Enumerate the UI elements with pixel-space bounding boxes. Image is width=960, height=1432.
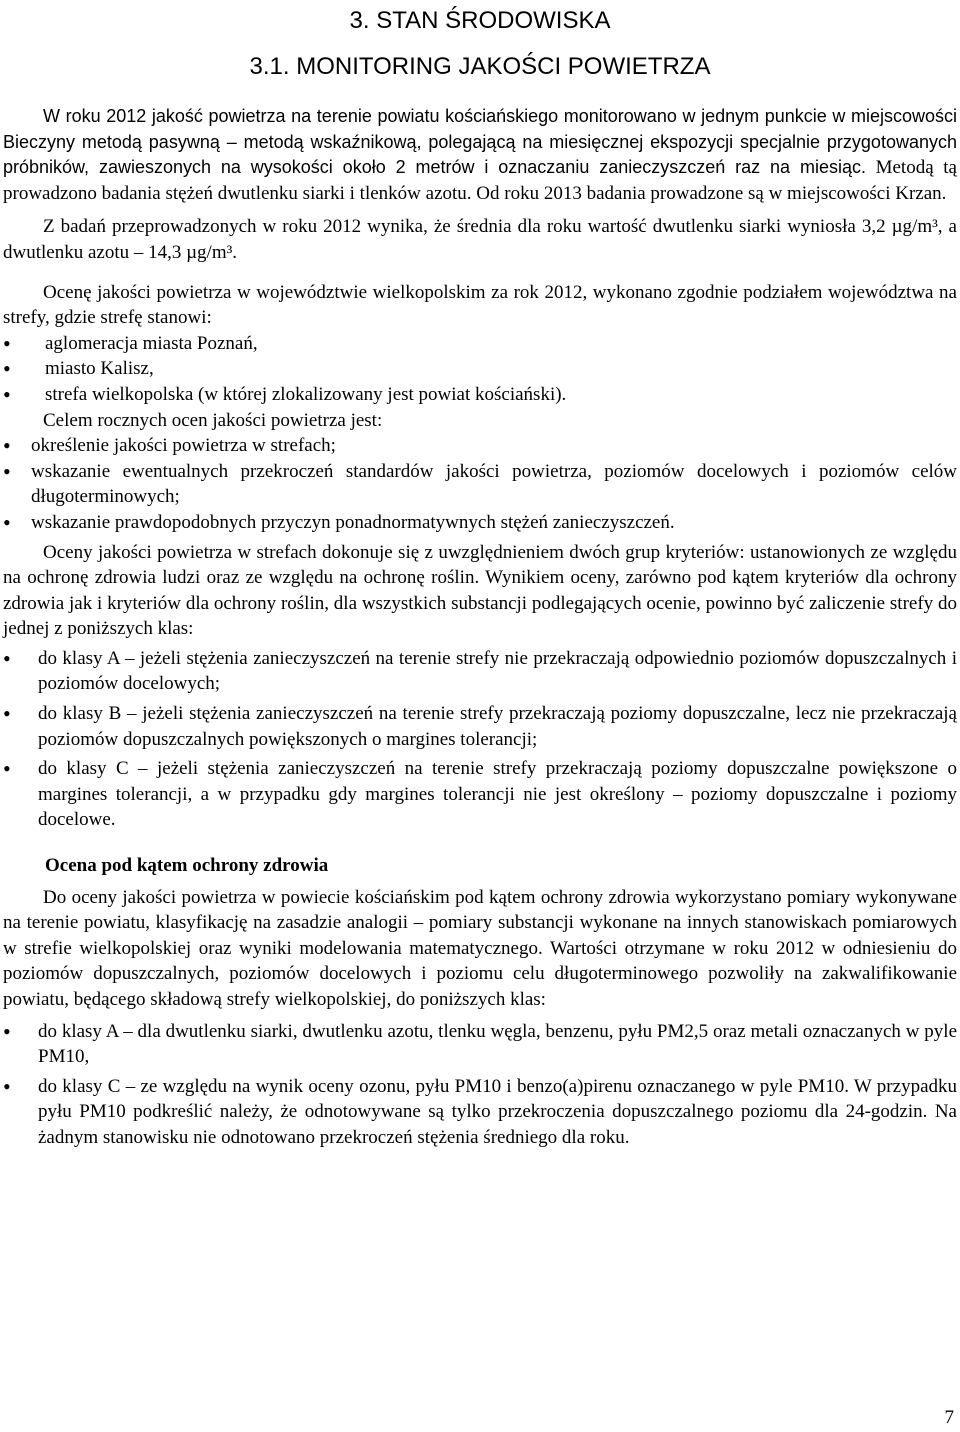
list-item: • do klasy B – jeżeli stężenia zanieczyszczeń na terenie strefy przekraczają poziomy dopuszczalne, lecz nie przekraczają poziomów dopuszczalnych powiększonych o margines tolerancji;	[3, 701, 957, 752]
list-item: • określenie jakości powietrza w strefach;	[3, 433, 957, 459]
paragraph-goals-intro: Celem rocznych ocen jakości powietrza jest:	[43, 409, 383, 431]
list-item: • aglomeracja miasta Poznań,	[3, 331, 957, 357]
list-item: • do klasy A – jeżeli stężenia zanieczyszczeń na terenie strefy nie przekraczają odpowiednio poziomów dopuszczalnych i poziomów docelowych;	[3, 646, 957, 697]
list-item: • wskazanie ewentualnych przekroczeń standardów jakości powietrza, poziomów docelowych i poziomów celów długoterminowych;	[3, 459, 957, 510]
list-item: • do klasy C – ze względu na wynik oceny ozonu, pyłu PM10 i benzo(a)pirenu oznaczanego w pyle PM10. W przypadku pyłu PM10 podkreślić należy, że odnotowywane są tylko przekroczenia dopuszczalnego poziomu dla 24-godzin. Na żadnym stanowisku nie odnotowano przekroczeń stężenia średniego dla roku.	[3, 1074, 957, 1151]
list-item: • do klasy C – jeżeli stężenia zanieczyszczeń na terenie strefy przekraczają poziomy dopuszczalne powiększone o margines tolerancji, a w przypadku gdy margines tolerancji nie jest określony – poziomy dopuszczalne i poziomy docelowe.	[3, 756, 957, 833]
paragraph-monitoring-b: Metodą tą prowadzono badania stężeń dwutlenku siarki i tlenków azotu. Od roku 2013 badania prowadzone są w miejscowości Krzan.	[3, 157, 957, 204]
paragraph-monitoring-a: W roku 2012 jakość powietrza na terenie powiatu kościańskiego monitorowano w jednym punkcie w miejscowości Bieczyny metodą pasywną – metodą wskaźnikową, polegającą na miesięcznej ekspozycji specjalnie przygotowanych próbników, zawieszonych na wysokości około 2 metrów i oznaczaniu zanieczyszczeń raz na miesiąc.	[3, 106, 957, 178]
list-item: • do klasy A – dla dwutlenku siarki, dwutlenku azotu, tlenku węgla, benzenu, pyłu PM2,5 oraz metali oznaczanych w pyle PM10,	[3, 1019, 957, 1070]
chapter-heading: 3. STAN ŚRODOWISKA	[349, 7, 611, 34]
list-item: • wskazanie prawdopodobnych przyczyn ponadnormatywnych stężeń zanieczyszczeń.	[3, 510, 957, 536]
section-heading: 3.1. MONITORING JAKOŚCI POWIETRZA	[249, 53, 711, 80]
paragraph-criteria: Oceny jakości powietrza w strefach dokonuje się z uwzględnieniem dwóch grup kryteriów: ustanowionych ze względu na ochronę zdrowia ludzi oraz ze względu na ochronę roślin. Wynikiem oceny, zarówno pod kątem kryteriów dla ochrony zdrowia jak i kryteriów dla ochrony roślin, dla wszystkich substancji podlegających ocenie, powinno być zaliczenie strefy do jednej z poniższych klas:	[3, 541, 957, 640]
zones-list	[3, 331, 957, 408]
list-item: • miasto Kalisz,	[3, 356, 957, 382]
results-list	[3, 1019, 957, 1151]
paragraph-monitoring	[3, 104, 957, 206]
paragraph-health-assessment: Do oceny jakości powietrza w powiecie kościańskim pod kątem ochrony zdrowia wykorzystano pomiary wykonywane na terenie powiatu, klasyfikację na zasadzie analogii – pomiary substancji wykonane na innych stanowiskach pomiarowych w strefie wielkopolskiej oraz wyniki modelowania matematycznego. Wartości otrzymane w roku 2012 w odniesieniu do poziomów dopuszczalnych, poziomów docelowych i poziomu celu długoterminowego pozwoliły na zakwalifikowanie powiatu, będącego składową strefy wielkopolskiej, do poniższych klas:	[3, 886, 957, 1010]
paragraph-zones-intro: Ocenę jakości powietrza w województwie wielkopolskim za rok 2012, wykonano zgodnie podziałem województwa na strefy, gdzie strefę stanowi:	[3, 281, 957, 329]
goals-list	[3, 433, 957, 535]
classes-list	[3, 646, 957, 833]
health-section-title: Ocena pod kątem ochrony zdrowia	[45, 855, 329, 877]
list-item: • strefa wielkopolska (w której zlokalizowany jest powiat kościański).	[3, 382, 957, 408]
paragraph-results: Z badań przeprowadzonych w roku 2012 wynika, że średnia dla roku wartość dwutlenku siarki wyniosła 3,2 µg/m³, a dwutlenku azotu – 14,3 µg/m³.	[3, 216, 957, 263]
page-number: 7	[944, 1407, 954, 1428]
document-page	[3, 0, 957, 1151]
